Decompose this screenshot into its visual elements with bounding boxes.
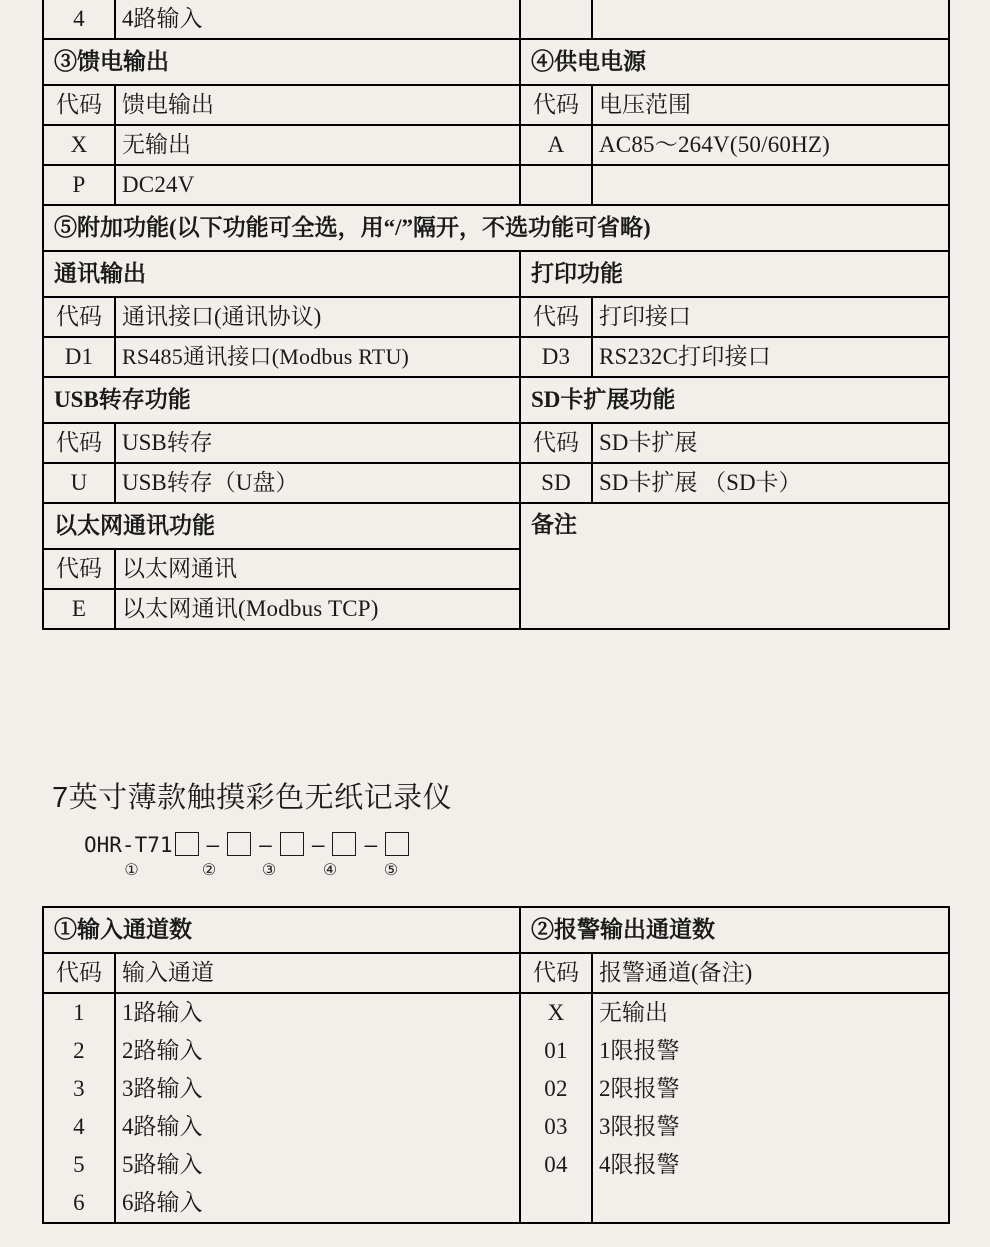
table-row xyxy=(43,39,949,85)
table-header-row xyxy=(43,297,949,337)
group-title-4: ④供电电源 xyxy=(520,39,949,85)
dash-1: – xyxy=(206,833,220,857)
dash-3: – xyxy=(311,833,325,857)
table-row xyxy=(43,0,949,39)
col-header-value: 以太网通讯 xyxy=(115,549,520,589)
cell-code: U xyxy=(43,463,115,503)
code-box-1 xyxy=(175,832,199,856)
cell-code xyxy=(520,1184,592,1223)
col-header-code: 代码 xyxy=(43,85,115,125)
mark-2: ② xyxy=(201,862,217,879)
subgroup-title-usb: USB转存功能 xyxy=(43,377,520,423)
cell-value: 2路输入 xyxy=(115,1032,520,1070)
cell-code: P xyxy=(43,165,115,205)
cell-empty xyxy=(520,165,592,205)
col-header-code: 代码 xyxy=(43,297,115,337)
subgroup-title-print: 打印功能 xyxy=(520,251,949,297)
table-row xyxy=(43,205,949,251)
cell-code: 6 xyxy=(43,1184,115,1223)
table-row xyxy=(43,1146,949,1184)
cell-code: 04 xyxy=(520,1146,592,1184)
cell-code: 5 xyxy=(43,1146,115,1184)
cell-code: D3 xyxy=(520,337,592,377)
col-header-code: 代码 xyxy=(520,85,592,125)
col-header-value: 打印接口 xyxy=(592,297,949,337)
group-title-2: ②报警输出通道数 xyxy=(520,907,949,953)
group-title-1: ①输入通道数 xyxy=(43,907,520,953)
cell-value: SD卡扩展 （SD卡） xyxy=(592,463,949,503)
subgroup-title-sd: SD卡扩展功能 xyxy=(520,377,949,423)
code-box-5 xyxy=(385,832,409,856)
col-header-code: 代码 xyxy=(43,549,115,589)
cell-code: 3 xyxy=(43,1070,115,1108)
subgroup-title-remark: 备注 xyxy=(520,503,949,629)
cell-code: 03 xyxy=(520,1108,592,1146)
col-header-code: 代码 xyxy=(520,423,592,463)
table-header-row xyxy=(43,423,949,463)
section-title: 7英寸薄款触摸彩色无纸记录仪 xyxy=(52,782,453,814)
table-row xyxy=(43,377,949,423)
cell-value: 无输出 xyxy=(115,125,520,165)
cell-value: RS232C打印接口 xyxy=(592,337,949,377)
table-row xyxy=(43,165,949,205)
table-row xyxy=(43,125,949,165)
col-header-value: SD卡扩展 xyxy=(592,423,949,463)
cell-value: 6路输入 xyxy=(115,1184,520,1223)
cell-value: 1限报警 xyxy=(592,1032,949,1070)
cell-value: 3路输入 xyxy=(115,1070,520,1108)
mark-3: ③ xyxy=(261,862,277,879)
col-header-code: 代码 xyxy=(43,423,115,463)
code-box-4 xyxy=(332,832,356,856)
cell-value: 4限报警 xyxy=(592,1146,949,1184)
cell-value: 4路输入 xyxy=(115,1108,520,1146)
cell-empty xyxy=(520,0,592,39)
table-row xyxy=(43,337,949,377)
cell-code: 2 xyxy=(43,1032,115,1070)
dash-2: – xyxy=(259,833,272,857)
table-row xyxy=(43,1108,949,1146)
table-row xyxy=(43,463,949,503)
spec-table-lower xyxy=(42,906,950,1224)
cell-value: 4路输入 xyxy=(115,0,520,39)
cell-code: 01 xyxy=(520,1032,592,1070)
cell-code: 1 xyxy=(43,993,115,1032)
cell-value: DC24V xyxy=(115,165,520,205)
col-header-value: 输入通道 xyxy=(115,953,520,993)
cell-code: X xyxy=(520,993,592,1032)
cell-value: 5路输入 xyxy=(115,1146,520,1184)
cell-value: USB转存（U盘） xyxy=(115,463,520,503)
table-row xyxy=(43,1184,949,1223)
cell-code: X xyxy=(43,125,115,165)
group-title-5: ⑤附加功能(以下功能可全选，用“/”隔开，不选功能可省略) xyxy=(43,205,949,251)
group-title-3: ③馈电输出 xyxy=(43,39,520,85)
mark-5: ⑤ xyxy=(383,862,399,879)
table-row xyxy=(43,1070,949,1108)
code-box-2 xyxy=(227,832,251,856)
cell-value: 以太网通讯(Modbus TCP) xyxy=(115,589,520,629)
col-header-value: USB转存 xyxy=(115,423,520,463)
cell-empty xyxy=(592,0,949,39)
cell-value: 1路输入 xyxy=(115,993,520,1032)
cell-value xyxy=(592,1184,949,1223)
cell-code: 02 xyxy=(520,1070,592,1108)
subgroup-title-ethernet: 以太网通讯功能 xyxy=(43,503,520,549)
col-header-code: 代码 xyxy=(520,953,592,993)
model-code-marks xyxy=(84,860,421,880)
cell-value: RS485通讯接口(Modbus RTU) xyxy=(115,337,520,377)
mark-1: ① xyxy=(124,862,139,879)
table-row xyxy=(43,503,949,549)
cell-code: 4 xyxy=(43,0,115,39)
subgroup-title-comm: 通讯输出 xyxy=(43,251,520,297)
cell-code: 4 xyxy=(43,1108,115,1146)
col-header-value: 馈电输出 xyxy=(115,85,520,125)
cell-code: E xyxy=(43,589,115,629)
cell-code: A xyxy=(520,125,592,165)
model-prefix: OHR-T71 xyxy=(84,833,173,857)
cell-empty xyxy=(592,165,949,205)
cell-code: D1 xyxy=(43,337,115,377)
cell-value: 2限报警 xyxy=(592,1070,949,1108)
table-row xyxy=(43,251,949,297)
code-box-3 xyxy=(280,832,304,856)
col-header-value: 通讯接口(通讯协议) xyxy=(115,297,520,337)
cell-value: 无输出 xyxy=(592,993,949,1032)
cell-value: 3限报警 xyxy=(592,1108,949,1146)
model-code-line xyxy=(84,832,411,857)
cell-value: AC85～264V(50/60HZ) xyxy=(592,125,949,165)
table-row xyxy=(43,1032,949,1070)
cell-code: SD xyxy=(520,463,592,503)
spec-table-upper xyxy=(42,0,950,630)
col-header-code: 代码 xyxy=(520,297,592,337)
table-header-row xyxy=(43,85,949,125)
col-header-value: 电压范围 xyxy=(592,85,949,125)
col-header-code: 代码 xyxy=(43,953,115,993)
dash-4: – xyxy=(364,833,378,857)
table-row xyxy=(43,907,949,953)
table-header-row xyxy=(43,953,949,993)
col-header-value: 报警通道(备注) xyxy=(592,953,949,993)
table-row xyxy=(43,993,949,1032)
mark-4: ④ xyxy=(322,862,338,879)
